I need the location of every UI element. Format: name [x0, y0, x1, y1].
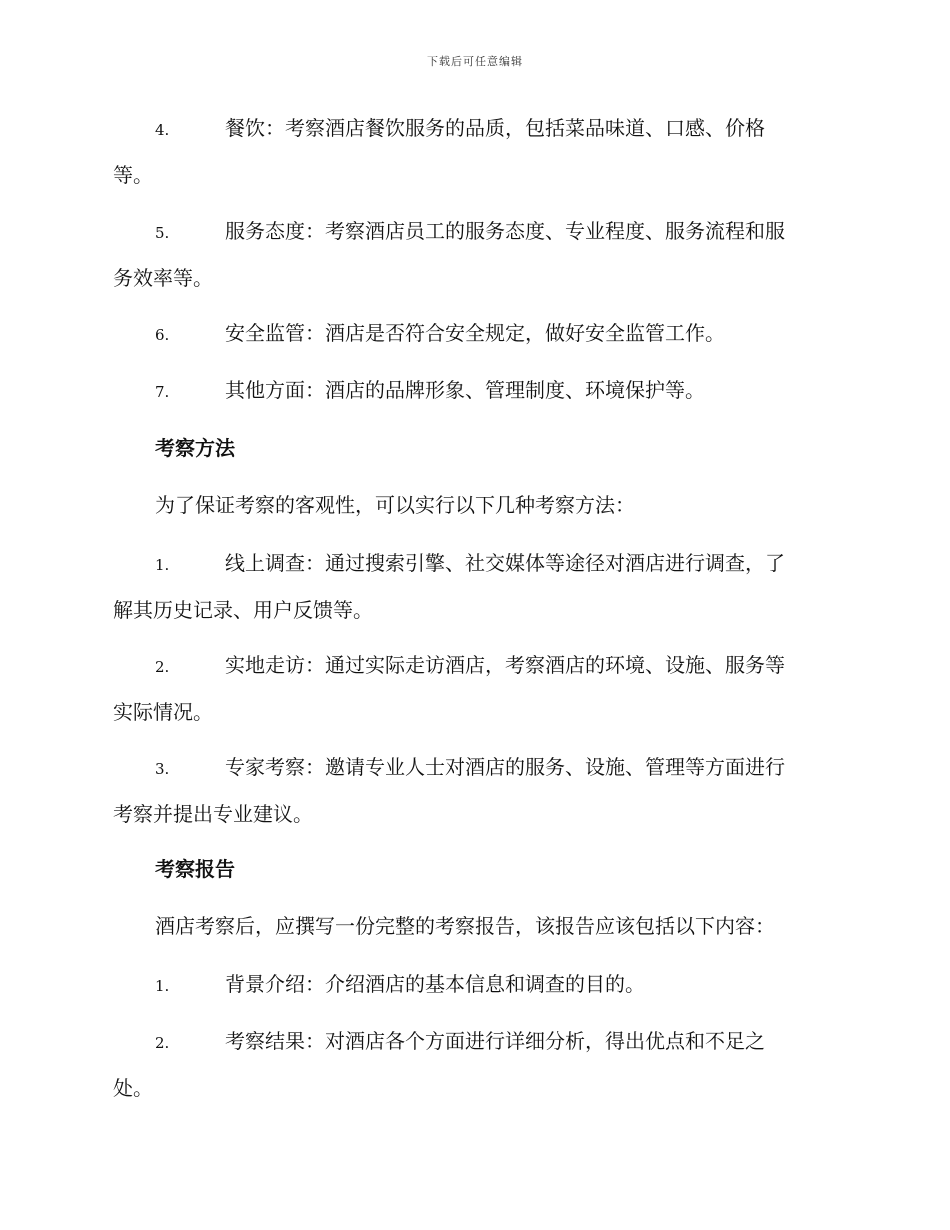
- list-item: [113, 643, 835, 735]
- paragraph: [113, 904, 835, 949]
- list-item: [113, 106, 835, 198]
- paragraph-text: 为了保证考察的客观性，可以实行以下几种考察方法：: [155, 493, 635, 517]
- item-number: 2.: [155, 1034, 170, 1052]
- list-item: [113, 311, 835, 358]
- item-number: 5.: [155, 224, 170, 242]
- item-number: 2.: [155, 658, 170, 676]
- heading-text: 考察方法: [155, 436, 235, 460]
- heading-text: 考察报告: [155, 857, 235, 881]
- section-heading: [113, 426, 835, 471]
- item-text: 其他方面：酒店的品牌形象、管理制度、环境保护等。: [225, 378, 705, 402]
- item-text: 背景介绍：介绍酒店的基本信息和调查的目的。: [225, 972, 645, 996]
- item-text: 安全监管：酒店是否符合安全规定，做好安全监管工作。: [225, 321, 725, 345]
- paragraph-text: 酒店考察后，应撰写一份完整的考察报告，该报告应该包括以下内容：: [155, 914, 775, 938]
- section-heading: [113, 847, 835, 892]
- list-item: [113, 368, 835, 415]
- item-text-continued: 实际情况。: [113, 700, 213, 724]
- item-text: 实地走访：通过实际走访酒店，考察酒店的环境、设施、服务等: [225, 653, 785, 677]
- page-header: 下载后可任意编辑: [427, 55, 523, 68]
- item-text: 专家考察：邀请专业人士对酒店的服务、设施、管理等方面进行: [225, 755, 785, 779]
- item-number: 7.: [155, 383, 170, 401]
- item-text: 餐饮：考察酒店餐饮服务的品质，包括菜品味道、口感、价格: [225, 116, 765, 140]
- item-text-continued: 等。: [113, 163, 153, 187]
- item-text: 线上调查：通过搜索引擎、社交媒体等途径对酒店进行调查，了: [225, 551, 785, 575]
- list-item: [113, 1019, 835, 1111]
- item-text: 服务态度：考察酒店员工的服务态度、专业程度、服务流程和服: [225, 219, 785, 243]
- list-item: [113, 962, 835, 1009]
- item-number: 6.: [155, 326, 170, 344]
- item-text-continued: 考察并提出专业建议。: [113, 802, 313, 826]
- item-number: 1.: [155, 977, 170, 995]
- item-number: 1.: [155, 556, 170, 574]
- item-text-continued: 解其历史记录、用户反馈等。: [113, 598, 373, 622]
- item-number: 4.: [155, 121, 170, 139]
- item-number: 3.: [155, 760, 170, 778]
- item-text: 考察结果：对酒店各个方面进行详细分析，得出优点和不足之: [225, 1029, 765, 1053]
- list-item: [113, 745, 835, 837]
- list-item: [113, 209, 835, 301]
- list-item: [113, 541, 835, 633]
- item-text-continued: 处。: [113, 1076, 153, 1100]
- paragraph: [113, 483, 835, 528]
- item-text-continued: 务效率等。: [113, 266, 213, 290]
